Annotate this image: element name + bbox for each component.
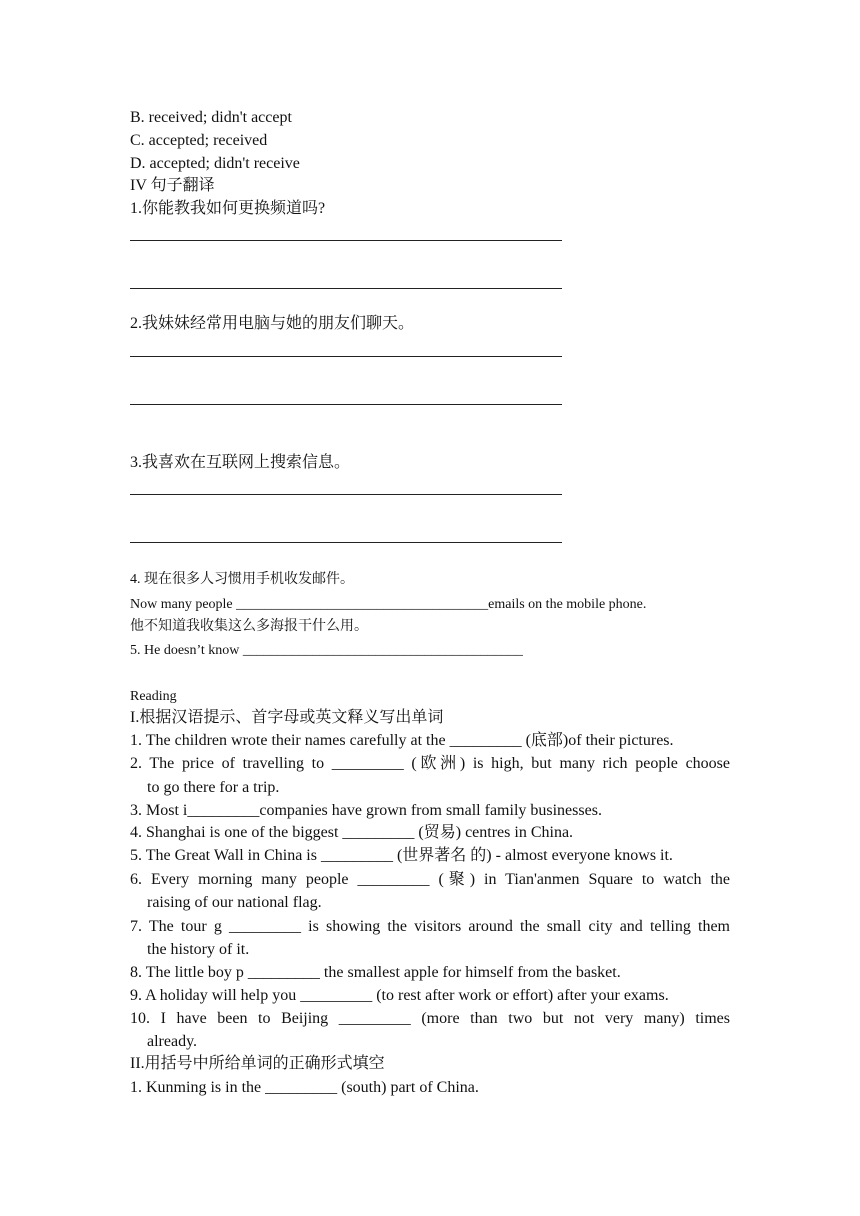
option-b: B. received; didn't accept — [130, 109, 292, 126]
reading-part1-heading: I.根据汉语提示、首字母或英文释义写出单词 — [130, 709, 444, 726]
translation-question-4-english: Now many people ____________________________________emails on the mobile phone. — [130, 597, 647, 612]
reading-part2-question-1: 1. Kunming is in the _________ (south) part of China. — [130, 1079, 479, 1096]
reading-question-6: 6. Every morning many people _________ (聚) in Tian'anmen Square to watch the — [130, 871, 730, 888]
reading-question-2-continued: to go there for a trip. — [147, 779, 280, 796]
translation-question-1: 1.你能教我如何更换频道吗? — [130, 200, 326, 217]
answer-line — [130, 494, 562, 495]
translation-question-4: 4. 现在很多人习惯用手机收发邮件。 — [130, 572, 354, 587]
answer-line — [130, 404, 562, 405]
reading-part2-heading: II.用括号中所给单词的正确形式填空 — [130, 1055, 385, 1072]
reading-question-7: 7. The tour g _________ is showing the visitors around the small city and telling them — [130, 918, 730, 935]
reading-title: Reading — [130, 689, 177, 704]
translation-question-3: 3.我喜欢在互联网上搜索信息。 — [130, 454, 351, 471]
reading-question-10: 10. I have been to Beijing _________ (more than two but not very many) times — [130, 1010, 730, 1027]
reading-question-6-continued: raising of our national flag. — [147, 894, 322, 911]
reading-question-9: 9. A holiday will help you _________ (to rest after work or effort) after your exams. — [130, 987, 669, 1004]
reading-question-8: 8. The little boy p _________ the smallest apple for himself from the basket. — [130, 964, 621, 981]
reading-question-10-continued: already. — [147, 1033, 198, 1050]
answer-line — [130, 356, 562, 357]
answer-line — [130, 288, 562, 289]
answer-line — [130, 240, 562, 241]
reading-question-5: 5. The Great Wall in China is _________ (世界著名 的) - almost everyone knows it. — [130, 847, 673, 864]
answer-line — [130, 542, 562, 543]
option-d: D. accepted; didn't receive — [130, 155, 300, 172]
reading-question-3: 3. Most i_________companies have grown from small family businesses. — [130, 802, 602, 819]
reading-question-1: 1. The children wrote their names carefully at the _________ (底部)of their pictures. — [130, 732, 674, 749]
reading-question-2: 2. The price of travelling to _________ (欧洲) is high, but many rich people choose — [130, 755, 730, 772]
translation-question-5-chinese: 他不知道我收集这么多海报干什么用。 — [130, 619, 368, 634]
reading-question-7-continued: the history of it. — [147, 941, 250, 958]
section-heading-translation: IV 句子翻译 — [130, 177, 215, 194]
translation-question-5-english: 5. He doesn’t know ________________________________________ — [130, 643, 523, 658]
translation-question-2: 2.我妹妹经常用电脑与她的朋友们聊天。 — [130, 315, 415, 332]
reading-question-4: 4. Shanghai is one of the biggest _________ (贸易) centres in China. — [130, 824, 574, 841]
option-c: C. accepted; received — [130, 132, 268, 149]
